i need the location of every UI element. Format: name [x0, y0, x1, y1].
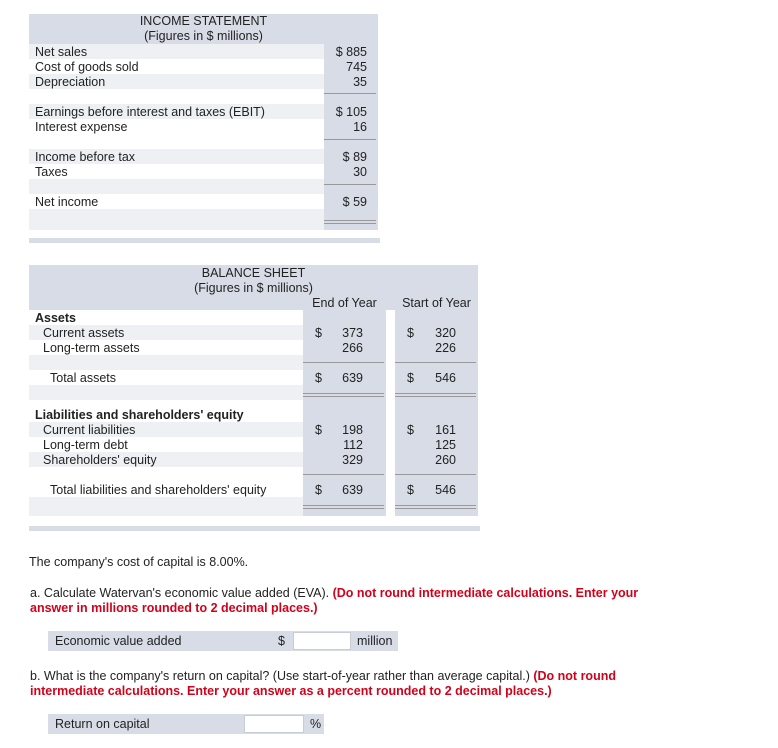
liabilities-heading: Liabilities and shareholders' equity [35, 408, 244, 422]
column-header-end: End of Year [312, 296, 377, 310]
balance-sheet-title: BALANCE SHEET [201, 266, 306, 280]
roc-input[interactable] [244, 715, 304, 733]
cost-of-capital-text: The company's cost of capital is 8.00%. [29, 555, 249, 569]
question-b-prefix: b. [30, 669, 41, 683]
column-header-start: Start of Year [402, 296, 471, 310]
question-a-instruction: (Do not round intermediate calculations. Enter your answer in millions rounded to 2 decimal places.) [30, 586, 639, 615]
question-b-text: What is the company's return on capital? (Use start-of-year rather than average capital.) [43, 669, 530, 683]
question-b-instruction: (Do not round intermediate calculations. Enter your answer as a percent rounded to 2 decimal places.) [30, 669, 616, 698]
question-b [30, 669, 670, 699]
question-a-prefix: a. [30, 586, 41, 600]
question-a-text: Calculate Watervan's economic value added (EVA). [43, 586, 330, 600]
roc-unit: % [310, 717, 322, 731]
balance-sheet-subtitle: (Figures in $ millions) [194, 281, 313, 295]
income-statement-footer-bar [29, 238, 380, 243]
assets-heading: Assets [35, 311, 76, 325]
roc-label: Return on capital [55, 717, 150, 731]
eva-currency: $ [278, 634, 285, 648]
eva-input[interactable] [293, 632, 351, 650]
income-statement-subtitle: (Figures in $ millions) [144, 29, 263, 43]
income-statement-title: INCOME STATEMENT [139, 14, 268, 28]
question-a [30, 586, 670, 616]
eva-unit: million [357, 634, 393, 648]
balance-sheet-footer-bar [29, 526, 480, 531]
eva-label: Economic value added [55, 634, 182, 648]
